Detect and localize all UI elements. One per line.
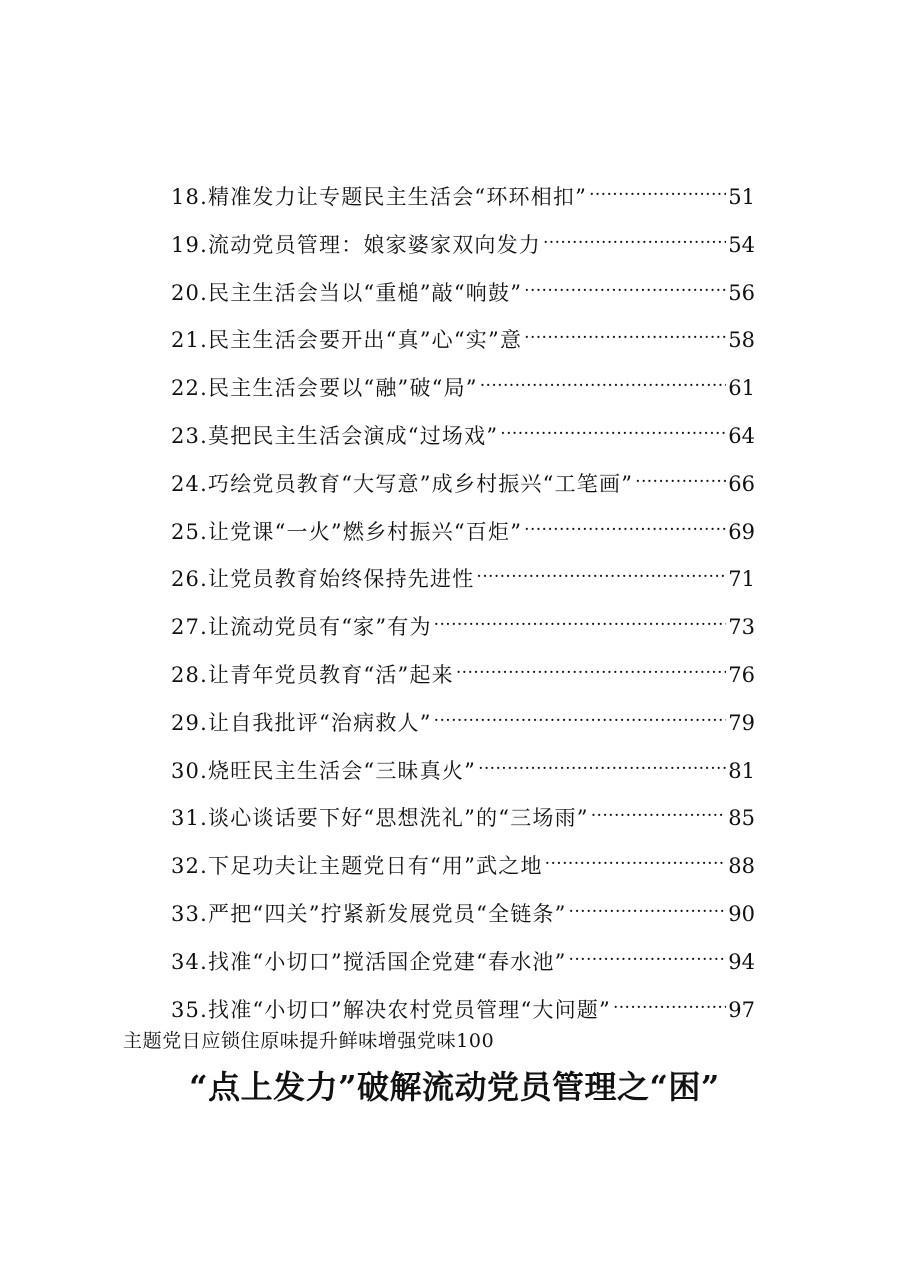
toc-trailing-line[interactable]: 主题党日应锁住原味提升鲜味增强党味100 — [123, 1030, 495, 1052]
toc-entry-page: 66 — [728, 471, 755, 496]
toc-entry[interactable] — [171, 787, 755, 835]
toc-entry-title: 21.民主生活会要开出“真”心“实”意 — [171, 328, 523, 353]
toc-entry[interactable] — [171, 931, 755, 979]
toc-entry-page: 51 — [728, 185, 755, 209]
toc-entry-title: 35.找准“小切口”解决农村党员管理“大问题” — [171, 997, 611, 1022]
toc-leader-dots — [476, 548, 726, 586]
toc-entry-title: 22.民主生活会要以“融”破“局” — [171, 376, 478, 401]
toc-entry-page: 64 — [728, 423, 755, 448]
toc-entry-title: 32.下足功夫让主题党日有“用”武之地 — [171, 854, 543, 879]
toc-entry-title: 23.莫把民主生活会演成“过场戏” — [171, 423, 499, 448]
toc-leader-dots — [434, 692, 727, 730]
toc-entry[interactable] — [171, 214, 755, 262]
toc-entry-page: 76 — [728, 662, 755, 687]
toc-entry-page: 69 — [728, 519, 755, 544]
toc-leader-dots — [545, 835, 727, 873]
toc-entry-page: 81 — [728, 758, 755, 783]
toc-entry[interactable] — [171, 979, 755, 1027]
table-of-contents — [171, 166, 755, 1026]
toc-leader-dots — [543, 214, 726, 252]
toc-leader-dots — [524, 262, 726, 300]
toc-entry[interactable] — [171, 835, 755, 883]
toc-entry[interactable] — [171, 644, 755, 692]
toc-entry-title: 19.流动党员管理：娘家婆家双向发力 — [171, 232, 541, 257]
toc-entry[interactable] — [171, 501, 755, 549]
toc-entry-title: 24.巧绘党员教育“大写意”成乡村振兴“工笔画” — [171, 471, 634, 496]
toc-leader-dots — [613, 979, 726, 1017]
toc-entry[interactable] — [171, 405, 755, 453]
toc-entry-page: 90 — [728, 901, 755, 926]
toc-entry[interactable] — [171, 548, 755, 596]
toc-entry-title: 25.让党课“一火”燃乡村振兴“百炬” — [171, 519, 523, 544]
toc-entry[interactable] — [171, 166, 755, 214]
toc-entry-title: 28.让青年党员教育“活”起来 — [171, 662, 454, 687]
toc-entry-page: 73 — [728, 615, 755, 640]
toc-entry-page: 97 — [728, 997, 755, 1022]
toc-leader-dots — [478, 740, 726, 778]
toc-entry[interactable] — [171, 453, 755, 501]
toc-entry-title: 27.让流动党员有“家”有为 — [171, 615, 432, 640]
toc-entry[interactable] — [171, 740, 755, 788]
toc-leader-dots — [635, 453, 726, 491]
toc-leader-dots — [569, 931, 727, 969]
toc-entry[interactable] — [171, 883, 755, 931]
toc-entry-page: 79 — [728, 710, 755, 735]
toc-leader-dots — [569, 883, 727, 921]
toc-entry-page: 56 — [728, 280, 755, 305]
toc-entry[interactable] — [171, 309, 755, 357]
toc-entry-title: 20.民主生活会当以“重槌”敲“响鼓” — [171, 280, 523, 305]
toc-leader-dots — [524, 309, 726, 347]
article-title: “点上发力”破解流动党员管理之“困” — [189, 1068, 720, 1106]
toc-entry[interactable] — [171, 692, 755, 740]
toc-entry-title: 33.严把“四关”拧紧新发展党员“全链条” — [171, 901, 567, 926]
toc-entry-page: 61 — [728, 376, 755, 401]
toc-leader-dots — [456, 644, 726, 682]
toc-leader-dots — [591, 787, 727, 825]
toc-leader-dots — [500, 405, 726, 443]
toc-entry-title: 31.谈心谈话要下好“思想洗礼”的“三场雨” — [171, 806, 589, 831]
toc-entry-page: 54 — [728, 232, 755, 257]
toc-entry-page: 71 — [728, 567, 755, 592]
toc-leader-dots — [524, 501, 726, 539]
toc-leader-dots — [480, 357, 727, 395]
toc-entry-page: 88 — [728, 854, 755, 879]
toc-entry[interactable] — [171, 262, 755, 310]
toc-entry-page: 58 — [728, 328, 755, 353]
toc-entry[interactable] — [171, 357, 755, 405]
toc-leader-dots — [434, 596, 727, 634]
toc-leader-dots — [589, 166, 726, 204]
toc-entry-page: 94 — [728, 949, 755, 974]
toc-entry-title: 26.让党员教育始终保持先进性 — [171, 567, 475, 592]
toc-entry-page: 85 — [728, 806, 755, 831]
toc-entry-title: 18.精准发力让专题民主生活会“环环相扣” — [171, 185, 588, 209]
toc-entry-title: 30.烧旺民主生活会“三昧真火” — [171, 758, 477, 783]
toc-entry[interactable] — [171, 596, 755, 644]
toc-entry-title: 34.找准“小切口”搅活国企党建“春水池” — [171, 949, 567, 974]
toc-entry-title: 29.让自我批评“治病救人” — [171, 710, 432, 735]
